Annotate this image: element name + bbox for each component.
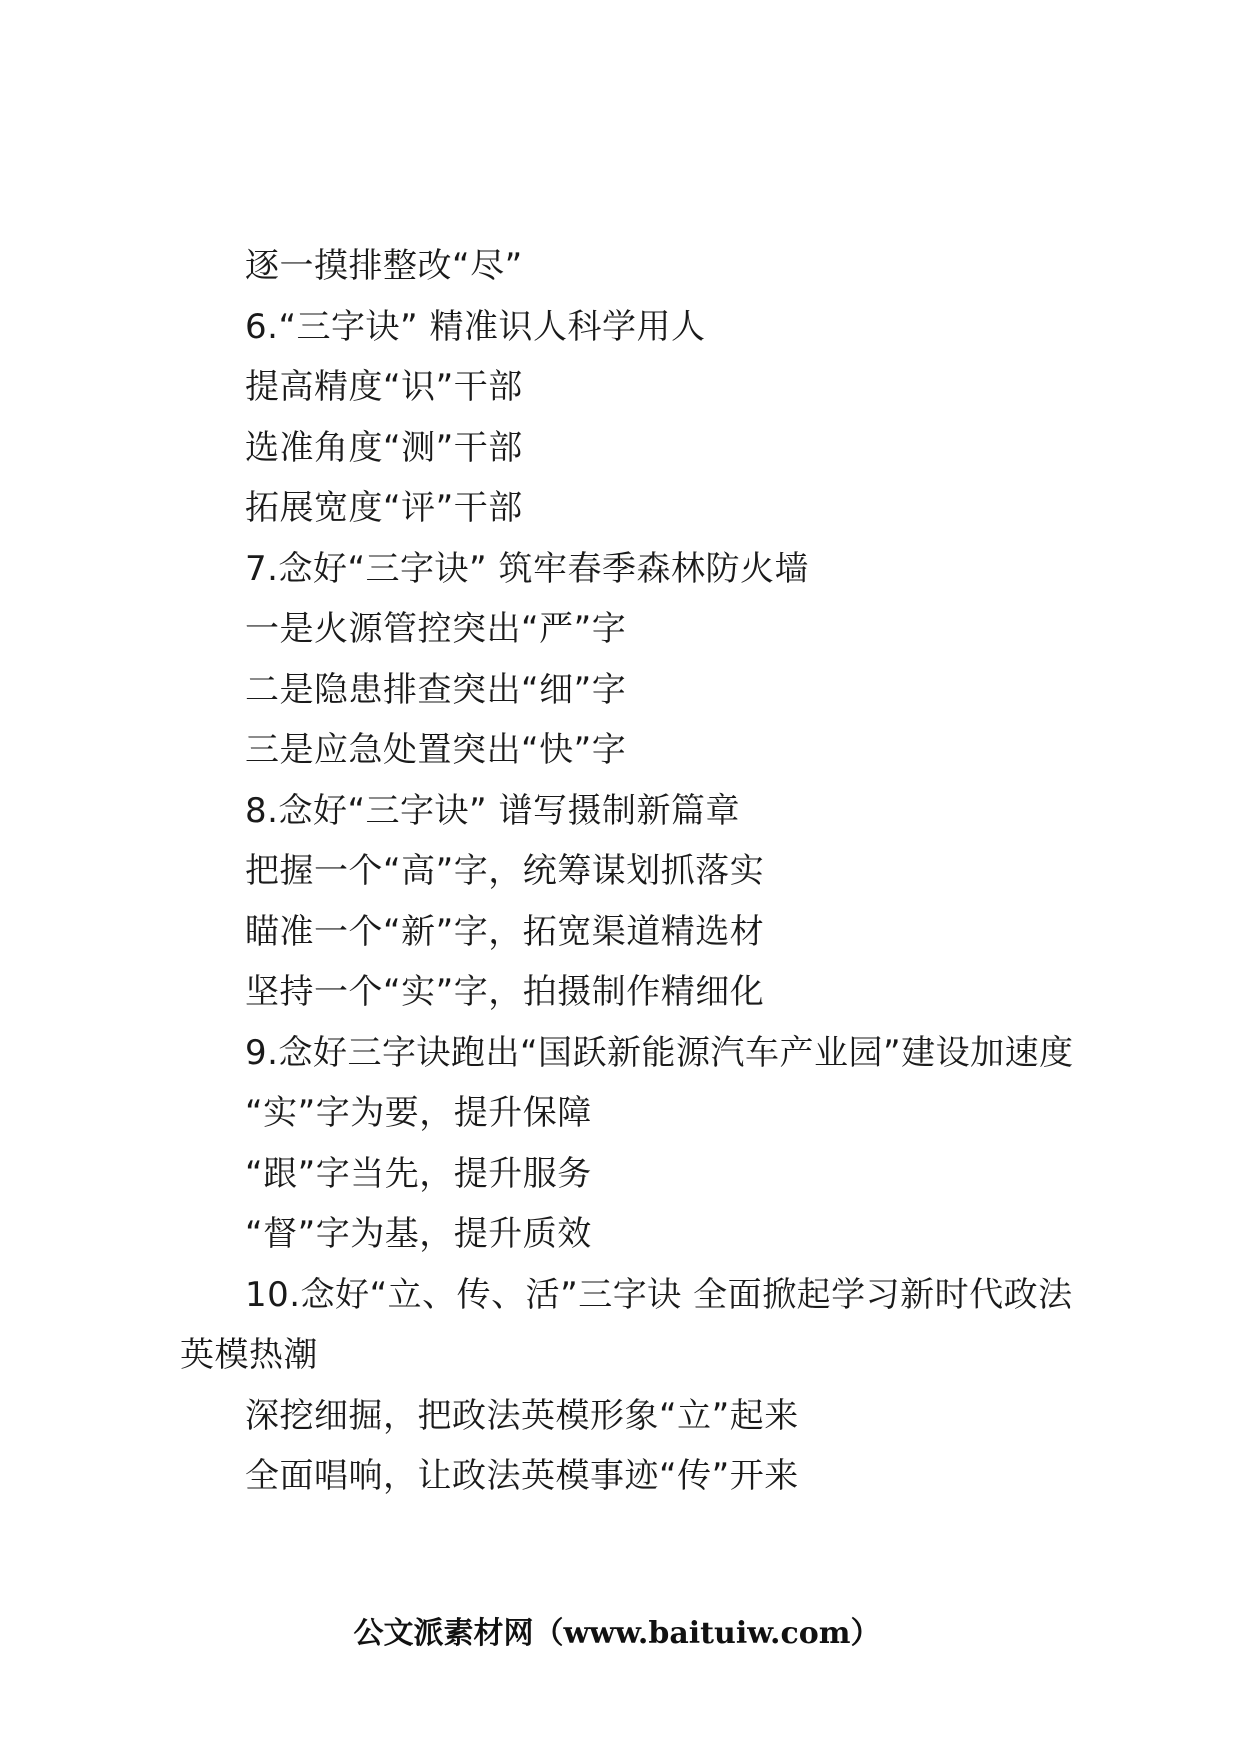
body-line: “跟”字当先，提升服务 [245,1153,592,1194]
body-line: 选准角度“测”干部 [245,427,523,468]
document-body [180,236,1100,1507]
section-heading: 8.念好“三字诀” 谱写摄制新篇章 [245,790,740,831]
page-footer: 公文派素材网（www.baituiw.com） [353,1616,881,1651]
heading-continuation: 英模热潮 [180,1335,318,1375]
body-line: 逐一摸排整改“尽” [245,246,523,286]
body-line: 瞄准一个“新”字，拓宽渠道精选材 [245,911,765,952]
body-line: 把握一个“高”字，统筹谋划抓落实 [245,851,765,891]
body-line: “督”字为基，提升质效 [245,1214,592,1254]
body-line: 坚持一个“实”字，拍摄制作精细化 [245,972,765,1012]
body-line: 深挖细掘，把政法英模形象“立”起来 [245,1395,799,1436]
section-heading: 9.念好三字诀跑出“国跃新能源汽车产业园”建设加速度 [245,1032,1074,1073]
body-line: “实”字为要，提升保障 [245,1093,592,1133]
section-heading: 6.“三字诀” 精准识人科学用人 [245,306,706,347]
body-line: 拓展宽度“评”干部 [245,488,523,528]
body-line: 提高精度“识”干部 [245,367,523,407]
body-line: 一是火源管控突出“严”字 [245,609,627,649]
body-line: 全面唱响，让政法英模事迹“传”开来 [245,1456,799,1496]
body-line: 三是应急处置突出“快”字 [245,730,627,770]
section-heading: 10.念好“立、传、活”三字诀 全面掀起学习新时代政法 [245,1274,1073,1315]
body-line: 二是隐患排查突出“细”字 [245,669,627,710]
section-heading: 7.念好“三字诀” 筑牢春季森林防火墙 [245,548,809,589]
